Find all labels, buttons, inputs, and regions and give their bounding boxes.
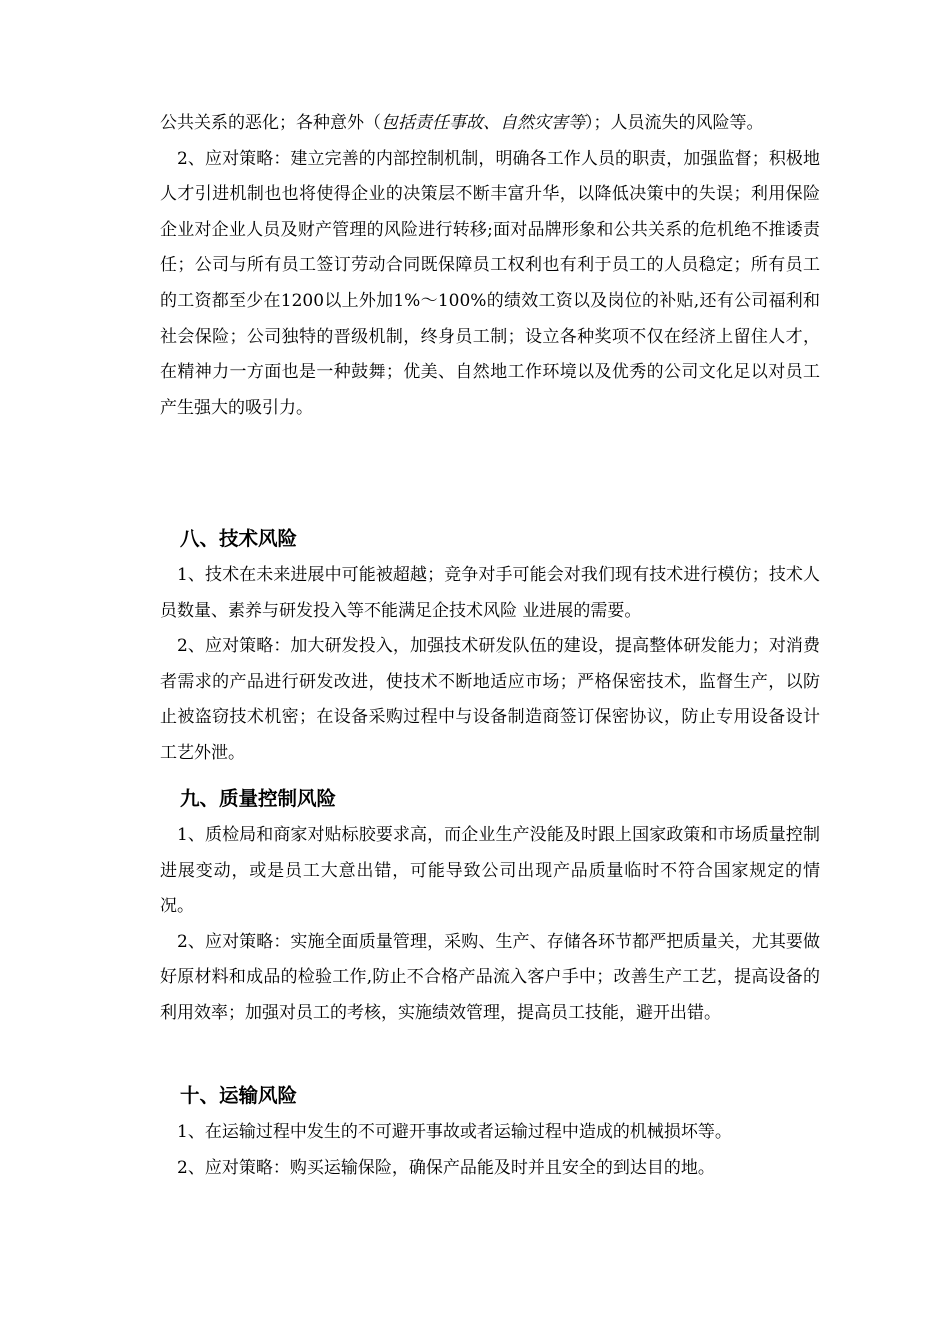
italic-note: 包括责任事故、自然灾害等	[381, 113, 585, 133]
section-9	[160, 780, 820, 1032]
section-7-continued	[160, 106, 820, 426]
paragraph-8-2: 2、应对策略：加大研发投入，加强技术研发队伍的建设，提高整体研发能力；对消费者需求的产品进行研发改进，使技术不断地适应市场；严格保密技术，监督生产，以防止被盗窃技术机密；在设备采购过程中与设备制造商签订保密协议，防止专用设备设计工艺外泄。	[160, 636, 820, 763]
paragraph-strategy-7: 2、应对策略：建立完善的内部控制机制，明确各工作人员的职责，加强监督；积极地人才引进机制也也将使得企业的决策层不断丰富升华，以降低决策中的失误；利用保险企业对企业人员及财产管理的风险进行转移;面对品牌形象和公共关系的危机绝不推诿责任；公司与所有员工签订劳动合同既保障员工权利也有利于员工的人员稳定；所有员工的工资都至少在1200以上外加1%～100%的绩效工资以及岗位的补贴,还有公司福利和社会保险；公司独特的晋级机制，终身员工制；设立各种奖项不仅在经济上留住人才，在精神力一方面也是一种鼓舞；优美、自然地工作环境以及优秀的公司文化足以对员工产生强大的吸引力。	[160, 148, 820, 418]
paragraph-8-1: 1、技术在未来进展中可能被超越；竞争对手可能会对我们现有技术进行模仿；技术人员数量、素养与研发投入等不能满足企技术风险 业进展的需要。	[160, 565, 820, 621]
heading-transport-risk: 十、运输风险	[180, 1084, 298, 1107]
section-10	[160, 1077, 820, 1186]
paragraph-text: ）；人员流失的风险等。	[585, 113, 764, 133]
paragraph-10-1: 1、在运输过程中发生的不可避开事故或者运输过程中造成的机械损坏等。	[177, 1122, 732, 1142]
paragraph-risk-continued	[160, 106, 820, 142]
paragraph-10-2: 2、应对策略：购买运输保险，确保产品能及时并且安全的到达目的地。	[177, 1157, 715, 1178]
section-8	[160, 520, 820, 772]
paragraph-9-2: 2、应对策略：实施全面质量管理，采购、生产、存储各环节都严把质量关，尤其要做好原材料和成品的检验工作,防止不合格产品流入客户手中；改善生产工艺，提高设备的利用效率；加强对员工的考核，实施绩效管理，提高员工技能，避开出错。	[160, 931, 820, 1023]
paragraph-9-1: 1、质检局和商家对贴标胶要求高，而企业生产没能及时跟上国家政策和市场质量控制进展变动，或是员工大意出错，可能导致公司出现产品质量临时不符合国家规定的情况。	[160, 825, 820, 917]
heading-technical-risk: 八、技术风险	[180, 527, 298, 550]
paragraph-text: 公共关系的恶化；各种意外（	[160, 113, 381, 133]
heading-quality-risk: 九、质量控制风险	[180, 787, 337, 810]
